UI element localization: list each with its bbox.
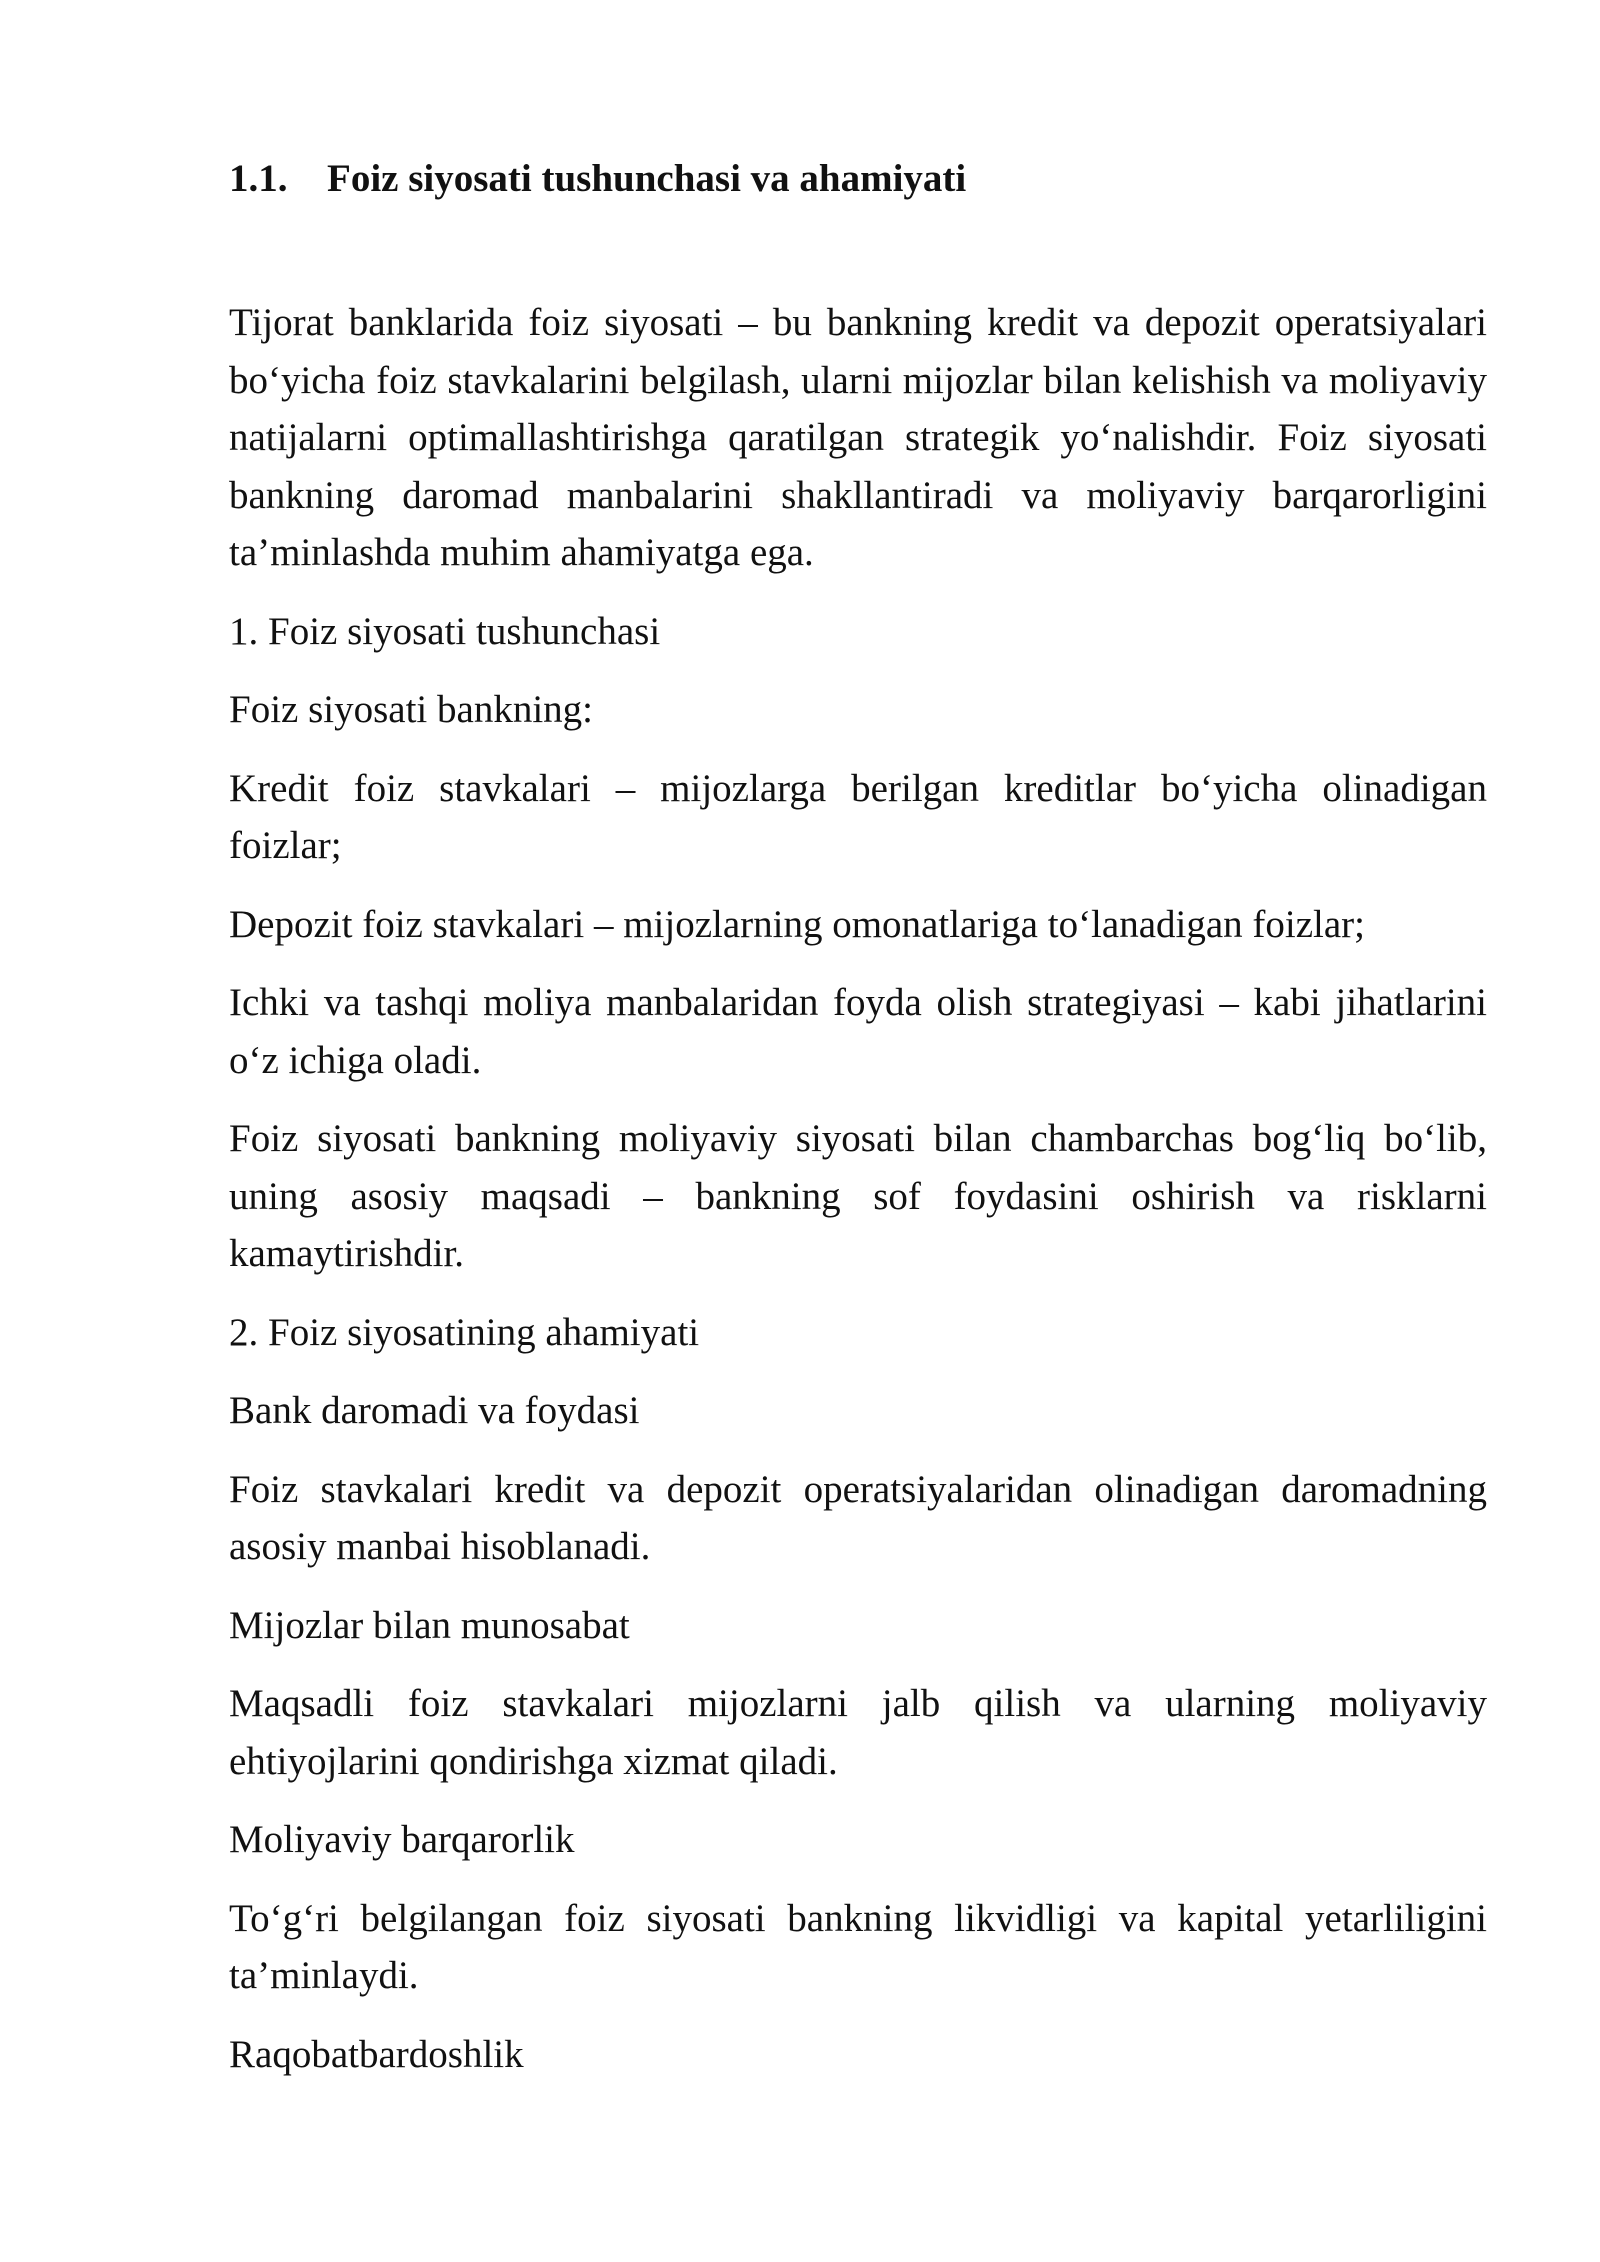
- paragraph: Foiz siyosati bankning:: [229, 688, 593, 731]
- point-title: Bank daromadi va foydasi: [229, 1389, 640, 1432]
- subsection-title-concept: 1. Foiz siyosati tushunchasi: [229, 609, 661, 653]
- document-body: [229, 150, 1487, 2104]
- point-title: Raqobatbardoshlik: [229, 2032, 524, 2076]
- list-item-deposit-rates: Depozit foiz stavkalari – mijozlarning omonatlariga to‘lanadigan foizlar;: [229, 902, 1366, 946]
- section-number: 1.1.: [229, 157, 288, 200]
- paragraph: Foiz stavkalari kredit va depozit operatsiyalaridan olinadigan daromadning asosiy manbai hisoblanadi.: [229, 1467, 1487, 1568]
- list-item-credit-rates: Kredit foiz stavkalari – mijozlarga berilgan kreditlar bo‘yicha olinadigan foizlar;: [229, 766, 1487, 867]
- subsection-title-importance: 2. Foiz siyosatining ahamiyati: [229, 1310, 700, 1354]
- point-title: Mijozlar bilan munosabat: [229, 1603, 630, 1647]
- point-title: Moliyaviy barqarorlik: [229, 1818, 575, 1861]
- paragraph: Foiz siyosati bankning moliyaviy siyosati bilan chambarchas bog‘liq bo‘lib, uning asosiy maqsadi – bankning sof foydasini oshirish va risklarni kamaytirishdir.: [229, 1117, 1487, 1275]
- intro-paragraph: Tijorat banklarida foiz siyosati – bu bankning kredit va depozit operatsiyalari bo‘yicha foiz stavkalarini belgilash, ularni mijozlar bilan kelishish va moliyaviy natijalarni optimallashtirishga qaratilgan strategik yo‘nalishdir. Foiz siyosati bankning daromad manbalarini shakllantiradi va moliyaviy barqarorligini ta’minlashda muhim ahamiyatga ega.: [229, 301, 1487, 574]
- list-item-funding-strategy: Ichki va tashqi moliya manbalaridan foyda olish strategiyasi – kabi jihatlarini o‘z ichiga oladi.: [229, 981, 1487, 1082]
- paragraph: Maqsadli foiz stavkalari mijozlarni jalb qilish va ularning moliyaviy ehtiyojlarini qondirishga xizmat qiladi.: [229, 1682, 1487, 1783]
- section-title: Foiz siyosati tushunchasi va ahamiyati: [327, 157, 967, 200]
- section-heading: [229, 150, 1487, 208]
- paragraph: To‘g‘ri belgilangan foiz siyosati bankning likvidligi va kapital yetarliligini ta’minlaydi.: [229, 1896, 1487, 1997]
